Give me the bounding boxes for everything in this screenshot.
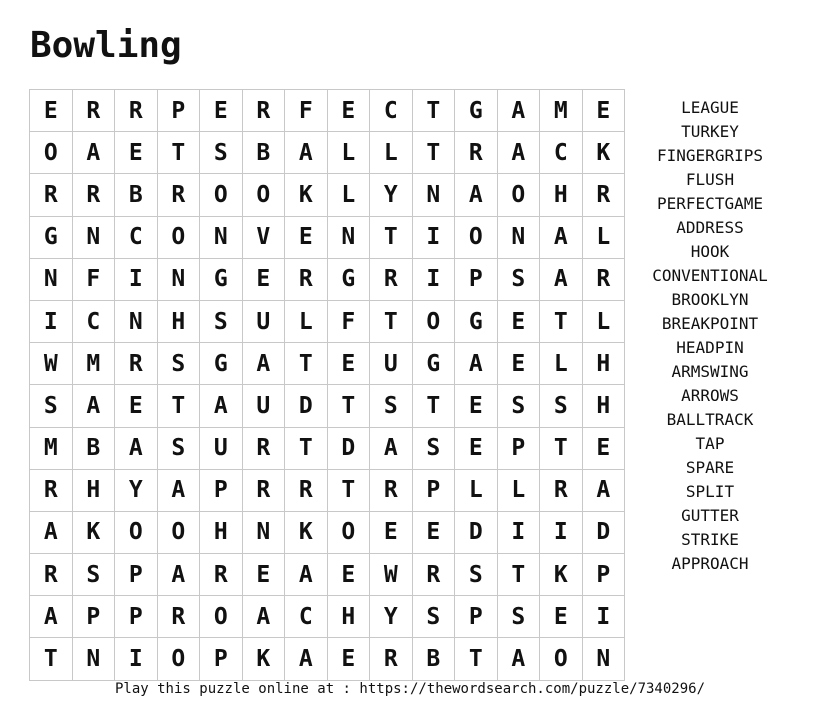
grid-cell[interactable]: R bbox=[242, 469, 285, 511]
grid-cell[interactable]: O bbox=[115, 511, 158, 553]
grid-cell[interactable]: V bbox=[242, 216, 285, 258]
grid-cell[interactable]: A bbox=[157, 554, 200, 596]
grid-cell[interactable]: O bbox=[200, 596, 243, 638]
grid-cell[interactable]: Y bbox=[370, 596, 413, 638]
grid-cell[interactable]: R bbox=[285, 469, 328, 511]
grid-cell[interactable]: K bbox=[242, 638, 285, 680]
grid-cell[interactable]: T bbox=[412, 132, 455, 174]
grid-cell[interactable]: H bbox=[72, 469, 115, 511]
grid-row bbox=[30, 216, 625, 258]
grid-row bbox=[30, 174, 625, 216]
grid-cell[interactable]: C bbox=[540, 132, 583, 174]
grid-row bbox=[30, 385, 625, 427]
grid-cell[interactable]: R bbox=[540, 469, 583, 511]
grid-cell[interactable]: E bbox=[540, 596, 583, 638]
grid-cell[interactable]: G bbox=[412, 343, 455, 385]
grid-cell[interactable]: L bbox=[370, 132, 413, 174]
grid-cell[interactable]: F bbox=[72, 258, 115, 300]
grid-cell[interactable]: E bbox=[327, 554, 370, 596]
word-list-item: ARMSWING bbox=[671, 362, 749, 381]
word-list-item: STRIKE bbox=[681, 530, 739, 549]
grid-cell[interactable]: I bbox=[497, 511, 540, 553]
word-list-item: CONVENTIONAL bbox=[652, 266, 768, 285]
grid-cell[interactable]: O bbox=[157, 216, 200, 258]
grid-cell[interactable]: I bbox=[115, 258, 158, 300]
grid-cell[interactable]: I bbox=[30, 300, 73, 342]
grid-cell[interactable]: R bbox=[242, 90, 285, 132]
grid-cell[interactable]: R bbox=[455, 132, 498, 174]
grid-cell[interactable]: U bbox=[200, 427, 243, 469]
grid-cell[interactable]: A bbox=[72, 385, 115, 427]
grid-cell[interactable]: L bbox=[540, 343, 583, 385]
grid-cell[interactable]: N bbox=[200, 216, 243, 258]
word-list-item: ARROWS bbox=[681, 386, 739, 405]
grid-cell[interactable]: A bbox=[242, 596, 285, 638]
grid-cell[interactable]: E bbox=[497, 300, 540, 342]
grid-cell[interactable]: R bbox=[72, 90, 115, 132]
grid-cell[interactable]: M bbox=[72, 343, 115, 385]
grid-cell[interactable]: K bbox=[582, 132, 625, 174]
grid-cell[interactable]: I bbox=[115, 638, 158, 680]
grid-cell[interactable]: E bbox=[582, 427, 625, 469]
grid-cell[interactable]: S bbox=[497, 385, 540, 427]
puzzle-title: Bowling bbox=[30, 25, 182, 66]
grid-cell[interactable]: O bbox=[327, 511, 370, 553]
grid-cell[interactable]: E bbox=[285, 216, 328, 258]
grid-cell[interactable]: S bbox=[497, 258, 540, 300]
grid-cell[interactable]: A bbox=[72, 132, 115, 174]
grid-cell[interactable]: T bbox=[285, 343, 328, 385]
grid-cell[interactable]: R bbox=[30, 469, 73, 511]
grid-cell[interactable]: T bbox=[285, 427, 328, 469]
grid-cell[interactable]: N bbox=[157, 258, 200, 300]
grid-cell[interactable]: S bbox=[497, 596, 540, 638]
grid-cell[interactable]: E bbox=[30, 90, 73, 132]
word-list-item: PERFECTGAME bbox=[657, 194, 763, 213]
grid-cell[interactable]: T bbox=[327, 469, 370, 511]
grid-cell[interactable]: S bbox=[412, 596, 455, 638]
grid-cell[interactable]: P bbox=[455, 596, 498, 638]
grid-cell[interactable]: N bbox=[72, 216, 115, 258]
grid-cell[interactable]: R bbox=[582, 258, 625, 300]
grid-cell[interactable]: G bbox=[200, 343, 243, 385]
grid-cell[interactable]: H bbox=[200, 511, 243, 553]
grid-row bbox=[30, 343, 625, 385]
grid-cell[interactable]: G bbox=[455, 90, 498, 132]
grid-cell[interactable]: T bbox=[412, 90, 455, 132]
word-list-item: FLUSH bbox=[685, 170, 735, 189]
grid-cell[interactable]: S bbox=[157, 427, 200, 469]
grid-cell[interactable]: B bbox=[72, 427, 115, 469]
grid-cell[interactable]: E bbox=[200, 90, 243, 132]
grid-cell[interactable]: A bbox=[370, 427, 413, 469]
grid-row bbox=[30, 427, 625, 469]
grid-cell[interactable]: E bbox=[242, 258, 285, 300]
grid-cell[interactable]: E bbox=[582, 90, 625, 132]
grid-cell[interactable]: T bbox=[540, 427, 583, 469]
grid-cell[interactable]: T bbox=[412, 385, 455, 427]
grid-cell[interactable]: N bbox=[30, 258, 73, 300]
grid-cell[interactable]: S bbox=[540, 385, 583, 427]
grid-cell[interactable]: S bbox=[412, 427, 455, 469]
grid-cell[interactable]: T bbox=[157, 132, 200, 174]
grid-cell[interactable]: A bbox=[582, 469, 625, 511]
grid-cell[interactable]: E bbox=[115, 132, 158, 174]
grid-cell[interactable]: U bbox=[242, 385, 285, 427]
grid-row bbox=[30, 511, 625, 553]
word-list-item: LEAGUE bbox=[681, 98, 739, 117]
grid-cell[interactable]: O bbox=[412, 300, 455, 342]
grid-cell[interactable]: A bbox=[285, 554, 328, 596]
grid-cell[interactable]: N bbox=[497, 216, 540, 258]
grid-cell[interactable]: A bbox=[540, 216, 583, 258]
grid-cell[interactable]: E bbox=[497, 343, 540, 385]
word-list-item: GUTTER bbox=[681, 506, 739, 525]
grid-cell[interactable]: G bbox=[327, 258, 370, 300]
grid-cell[interactable]: O bbox=[157, 638, 200, 680]
grid-row bbox=[30, 596, 625, 638]
grid-cell[interactable]: R bbox=[30, 174, 73, 216]
grid-cell[interactable]: N bbox=[242, 511, 285, 553]
grid-cell[interactable]: C bbox=[285, 596, 328, 638]
grid-cell[interactable]: D bbox=[327, 427, 370, 469]
grid-cell[interactable]: A bbox=[242, 343, 285, 385]
grid-cell[interactable]: U bbox=[370, 343, 413, 385]
grid-cell[interactable]: R bbox=[582, 174, 625, 216]
grid-cell[interactable]: T bbox=[370, 300, 413, 342]
grid-cell[interactable]: G bbox=[30, 216, 73, 258]
grid-cell[interactable]: B bbox=[412, 638, 455, 680]
word-list-item: TURKEY bbox=[681, 122, 739, 141]
grid-cell[interactable]: P bbox=[455, 258, 498, 300]
grid-cell[interactable]: I bbox=[412, 258, 455, 300]
grid-cell[interactable]: T bbox=[327, 385, 370, 427]
grid-cell[interactable]: R bbox=[115, 90, 158, 132]
grid-cell[interactable]: T bbox=[540, 300, 583, 342]
grid-cell[interactable]: F bbox=[285, 90, 328, 132]
grid-cell[interactable]: M bbox=[540, 90, 583, 132]
grid-cell[interactable]: M bbox=[30, 427, 73, 469]
grid-cell[interactable]: D bbox=[455, 511, 498, 553]
grid-cell[interactable]: A bbox=[115, 427, 158, 469]
grid-cell[interactable]: O bbox=[497, 174, 540, 216]
grid-row bbox=[30, 300, 625, 342]
grid-cell[interactable]: H bbox=[582, 343, 625, 385]
grid-cell[interactable]: E bbox=[412, 511, 455, 553]
grid-cell[interactable]: H bbox=[157, 300, 200, 342]
grid-cell[interactable]: S bbox=[30, 385, 73, 427]
grid-cell[interactable]: E bbox=[327, 638, 370, 680]
word-list-item: HEADPIN bbox=[676, 338, 744, 357]
grid-row bbox=[30, 638, 625, 680]
grid-cell[interactable]: R bbox=[242, 427, 285, 469]
grid-cell[interactable]: L bbox=[285, 300, 328, 342]
grid-row bbox=[30, 554, 625, 596]
grid-cell[interactable]: A bbox=[497, 132, 540, 174]
grid-cell[interactable]: H bbox=[582, 385, 625, 427]
grid-cell[interactable]: N bbox=[582, 638, 625, 680]
grid-cell[interactable]: R bbox=[200, 554, 243, 596]
grid-cell[interactable]: P bbox=[115, 596, 158, 638]
grid-cell[interactable]: Y bbox=[370, 174, 413, 216]
grid-cell[interactable]: F bbox=[327, 300, 370, 342]
grid-cell[interactable]: A bbox=[455, 174, 498, 216]
grid-cell[interactable]: A bbox=[157, 469, 200, 511]
grid-row bbox=[30, 90, 625, 132]
grid-cell[interactable]: L bbox=[327, 174, 370, 216]
grid-cell[interactable]: O bbox=[455, 216, 498, 258]
grid-cell[interactable]: T bbox=[497, 554, 540, 596]
grid-cell[interactable]: L bbox=[497, 469, 540, 511]
word-list-item: BALLTRACK bbox=[666, 410, 754, 429]
grid-cell[interactable]: P bbox=[412, 469, 455, 511]
grid-cell[interactable]: G bbox=[455, 300, 498, 342]
grid-cell[interactable]: C bbox=[115, 216, 158, 258]
grid-cell[interactable]: A bbox=[540, 258, 583, 300]
grid-cell[interactable]: A bbox=[455, 343, 498, 385]
grid-cell[interactable]: A bbox=[285, 638, 328, 680]
grid-cell[interactable]: R bbox=[72, 174, 115, 216]
grid-cell[interactable]: A bbox=[30, 596, 73, 638]
grid-cell[interactable]: K bbox=[285, 511, 328, 553]
grid-cell[interactable]: B bbox=[242, 132, 285, 174]
word-list-item: SPARE bbox=[685, 458, 735, 477]
word-list-item: ADDRESS bbox=[676, 218, 744, 237]
grid-cell[interactable]: A bbox=[200, 385, 243, 427]
grid-cell[interactable]: N bbox=[327, 216, 370, 258]
grid-cell[interactable]: I bbox=[412, 216, 455, 258]
grid-cell[interactable]: E bbox=[455, 385, 498, 427]
grid-cell[interactable]: R bbox=[285, 258, 328, 300]
grid-cell[interactable]: P bbox=[200, 469, 243, 511]
grid-cell[interactable]: E bbox=[455, 427, 498, 469]
grid-cell[interactable]: K bbox=[72, 511, 115, 553]
grid-cell[interactable]: L bbox=[327, 132, 370, 174]
grid-cell[interactable]: S bbox=[455, 554, 498, 596]
grid-cell[interactable]: W bbox=[30, 343, 73, 385]
grid-cell[interactable]: A bbox=[497, 638, 540, 680]
grid-cell[interactable]: T bbox=[30, 638, 73, 680]
grid-cell[interactable]: B bbox=[115, 174, 158, 216]
grid-cell[interactable]: E bbox=[327, 90, 370, 132]
grid-row bbox=[30, 132, 625, 174]
grid-cell[interactable]: T bbox=[455, 638, 498, 680]
grid-cell[interactable]: N bbox=[115, 300, 158, 342]
grid-cell[interactable]: G bbox=[200, 258, 243, 300]
grid-cell[interactable]: R bbox=[157, 596, 200, 638]
grid-row bbox=[30, 469, 625, 511]
grid-cell[interactable]: C bbox=[72, 300, 115, 342]
grid-cell[interactable]: N bbox=[412, 174, 455, 216]
grid-cell[interactable]: S bbox=[200, 132, 243, 174]
grid-cell[interactable]: A bbox=[497, 90, 540, 132]
word-list-item: HOOK bbox=[690, 242, 730, 261]
grid-cell[interactable]: D bbox=[582, 511, 625, 553]
grid-cell[interactable]: R bbox=[157, 174, 200, 216]
grid-cell[interactable]: P bbox=[72, 596, 115, 638]
grid-cell[interactable]: E bbox=[242, 554, 285, 596]
grid-cell[interactable]: U bbox=[242, 300, 285, 342]
grid-cell[interactable]: P bbox=[115, 554, 158, 596]
grid-cell[interactable]: O bbox=[200, 174, 243, 216]
grid-cell[interactable]: H bbox=[540, 174, 583, 216]
grid-cell[interactable]: R bbox=[30, 554, 73, 596]
grid-cell[interactable]: I bbox=[540, 511, 583, 553]
grid-cell[interactable]: W bbox=[370, 554, 413, 596]
grid-cell[interactable]: C bbox=[370, 90, 413, 132]
grid-cell[interactable]: O bbox=[540, 638, 583, 680]
grid-cell[interactable]: O bbox=[30, 132, 73, 174]
word-list-item: BREAKPOINT bbox=[661, 314, 759, 333]
grid-cell[interactable]: P bbox=[157, 90, 200, 132]
grid-cell[interactable]: L bbox=[455, 469, 498, 511]
grid-cell[interactable]: R bbox=[370, 469, 413, 511]
grid-cell[interactable]: I bbox=[582, 596, 625, 638]
grid-cell[interactable]: R bbox=[412, 554, 455, 596]
grid-cell[interactable]: S bbox=[200, 300, 243, 342]
grid-cell[interactable]: L bbox=[582, 300, 625, 342]
grid-cell[interactable]: O bbox=[157, 511, 200, 553]
grid-cell[interactable]: P bbox=[582, 554, 625, 596]
word-list-item: FINGERGRIPS bbox=[657, 146, 763, 165]
grid-cell[interactable]: P bbox=[497, 427, 540, 469]
word-list-item: TAP bbox=[695, 434, 725, 453]
grid-cell[interactable]: D bbox=[285, 385, 328, 427]
grid-cell[interactable]: K bbox=[540, 554, 583, 596]
grid-cell[interactable]: E bbox=[327, 343, 370, 385]
word-list bbox=[636, 96, 784, 576]
grid-cell[interactable]: R bbox=[115, 343, 158, 385]
grid-cell[interactable]: T bbox=[370, 216, 413, 258]
grid-cell[interactable]: R bbox=[370, 258, 413, 300]
grid-cell[interactable]: A bbox=[30, 511, 73, 553]
grid-cell[interactable]: O bbox=[242, 174, 285, 216]
grid-cell[interactable]: L bbox=[582, 216, 625, 258]
grid-row bbox=[30, 258, 625, 300]
word-list-item: BROOKLYN bbox=[671, 290, 749, 309]
grid-cell[interactable]: H bbox=[327, 596, 370, 638]
grid-cell[interactable]: N bbox=[72, 638, 115, 680]
word-list-item: SPLIT bbox=[685, 482, 735, 501]
grid-cell[interactable]: Y bbox=[115, 469, 158, 511]
letter-grid bbox=[29, 89, 625, 681]
grid-cell[interactable]: S bbox=[370, 385, 413, 427]
grid-cell[interactable]: R bbox=[370, 638, 413, 680]
grid-cell[interactable]: P bbox=[200, 638, 243, 680]
grid-cell[interactable]: K bbox=[285, 174, 328, 216]
footer-text: Play this puzzle online at : https://thewordsearch.com/puzzle/7340296/ bbox=[114, 681, 705, 697]
grid-cell[interactable]: E bbox=[370, 511, 413, 553]
grid-cell[interactable]: T bbox=[157, 385, 200, 427]
grid-cell[interactable]: S bbox=[72, 554, 115, 596]
grid-cell[interactable]: A bbox=[285, 132, 328, 174]
grid-cell[interactable]: S bbox=[157, 343, 200, 385]
word-list-item: APPROACH bbox=[671, 554, 749, 573]
grid-cell[interactable]: E bbox=[115, 385, 158, 427]
